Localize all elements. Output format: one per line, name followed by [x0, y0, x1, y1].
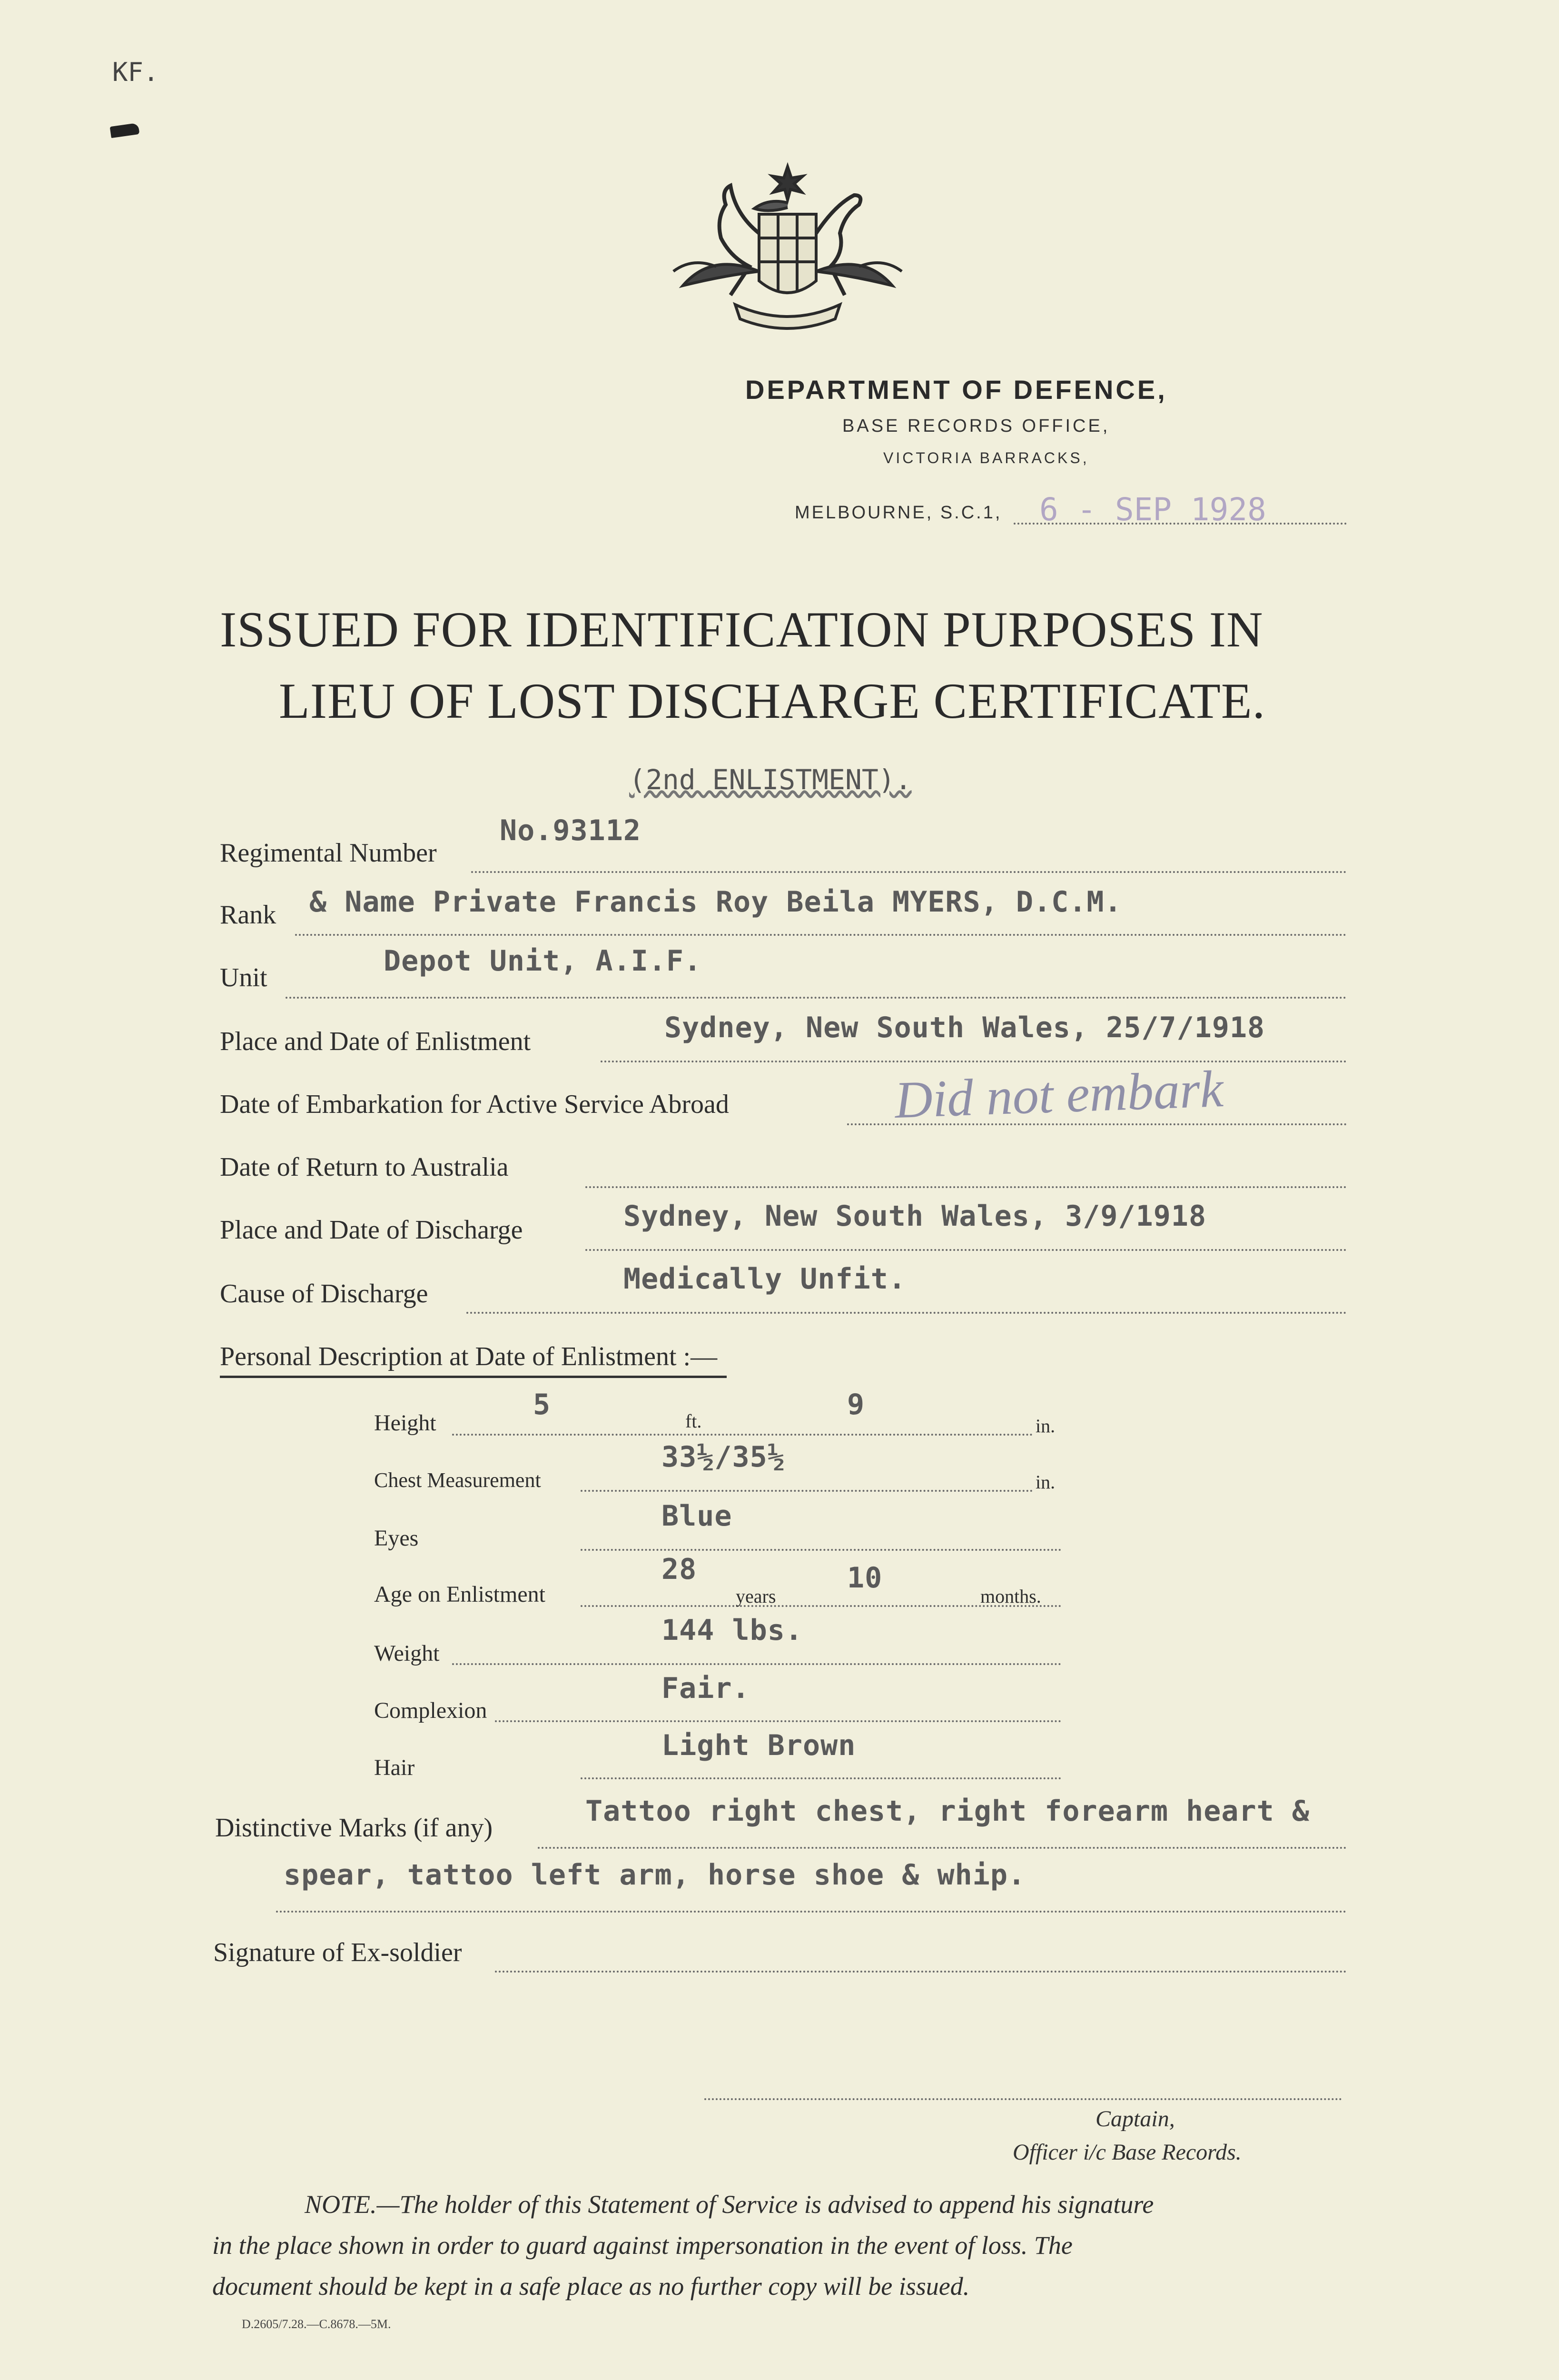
weight-label: Weight	[374, 1641, 440, 1666]
city-heading: MELBOURNE, S.C.1,	[795, 503, 1002, 523]
discharge-label: Place and Date of Discharge	[220, 1215, 523, 1245]
barracks-heading: VICTORIA BARRACKS,	[883, 449, 1089, 466]
hair-line	[581, 1777, 1061, 1779]
eyes-line	[581, 1549, 1061, 1551]
cause-value: Medically Unfit.	[623, 1262, 906, 1296]
rank-line	[295, 934, 1347, 936]
personal-heading: Personal Description at Date of Enlistment :—	[220, 1341, 727, 1378]
note-line-1: NOTE.—The holder of this Statement of Service is advised to append his signature	[305, 2190, 1154, 2219]
age-label: Age on Enlistment	[374, 1582, 545, 1607]
note-line-3: document should be kept in a safe place as no further copy will be issued.	[212, 2272, 970, 2301]
date-stamp: 6 - SEP 1928	[1039, 491, 1266, 528]
note-line-2: in the place shown in order to guard against impersonation in the event of loss. The	[212, 2231, 1073, 2260]
chest-value: 33½/35½	[661, 1440, 785, 1474]
distinctive-marks-line-2	[276, 1911, 1347, 1913]
officer-role: Officer i/c Base Records.	[1013, 2140, 1242, 2165]
rank-label: Rank	[220, 900, 276, 930]
unit-label: Unit	[220, 963, 267, 992]
distinctive-marks-value-2: spear, tattoo left arm, horse shoe & whip.	[284, 1858, 1026, 1892]
distinctive-marks-value-1: Tattoo right chest, right forearm heart &	[585, 1795, 1310, 1828]
age-months-value: 10	[847, 1561, 883, 1595]
title-line-2: LIEU OF LOST DISCHARGE CERTIFICATE.	[279, 673, 1266, 729]
regimental-number-value: No.93112	[500, 814, 641, 847]
cause-line	[466, 1312, 1347, 1314]
return-label: Date of Return to Australia	[220, 1152, 509, 1182]
unit-value: Depot Unit, A.I.F.	[384, 944, 702, 978]
age-months-label: months.	[980, 1586, 1041, 1607]
chest-label: Chest Measurement	[374, 1468, 541, 1492]
weight-value: 144 lbs.	[661, 1614, 803, 1647]
enlistment-place-date-value: Sydney, New South Wales, 25/7/1918	[664, 1011, 1265, 1044]
height-ft-label: ft.	[685, 1410, 702, 1432]
age-years-label: years	[736, 1586, 776, 1607]
embarkation-label: Date of Embarkation for Active Service Abroad	[220, 1090, 729, 1119]
title-line-1: ISSUED FOR IDENTIFICATION PURPOSES IN	[220, 602, 1263, 657]
discharge-value: Sydney, New South Wales, 3/9/1918	[623, 1200, 1207, 1233]
officer-signature-line	[704, 2098, 1342, 2100]
age-years-value: 28	[661, 1553, 697, 1586]
distinctive-marks-line-1	[538, 1847, 1347, 1849]
height-ft-value: 5	[533, 1388, 551, 1421]
chest-unit: in.	[1036, 1471, 1056, 1493]
signature-line	[495, 1971, 1347, 1973]
discharge-line	[585, 1249, 1347, 1251]
enlistment-place-date-line	[601, 1061, 1347, 1062]
print-code: D.2605/7.28.—C.8678.—5M.	[242, 2317, 391, 2331]
distinctive-marks-label: Distinctive Marks (if any)	[215, 1813, 493, 1843]
officer-title: Captain,	[1095, 2106, 1175, 2132]
coat-of-arms-emblem	[664, 162, 911, 343]
corner-initials: KF.	[112, 57, 159, 87]
signature-label: Signature of Ex-soldier	[213, 1938, 462, 1967]
chest-line	[581, 1490, 1033, 1492]
height-label: Height	[374, 1410, 436, 1436]
height-in-value: 9	[847, 1388, 865, 1421]
height-in-label: in.	[1036, 1415, 1056, 1437]
enlistment-place-date-label: Place and Date of Enlistment	[220, 1027, 531, 1056]
department-heading: DEPARTMENT OF DEFENCE,	[745, 375, 1167, 405]
regimental-number-line	[471, 871, 1347, 873]
eyes-value: Blue	[661, 1499, 732, 1533]
embarkation-handwritten-value: Did not embark	[894, 1059, 1224, 1130]
rank-value: & Name Private Francis Roy Beila MYERS, D.C.M.	[309, 885, 1122, 919]
height-line	[452, 1434, 1033, 1436]
complexion-line	[495, 1720, 1061, 1722]
office-heading: BASE RECORDS OFFICE,	[842, 416, 1110, 436]
hair-value: Light Brown	[661, 1729, 856, 1762]
complexion-value: Fair.	[661, 1672, 750, 1705]
enlistment-note: (2nd ENLISTMENT).	[629, 764, 912, 796]
regimental-number-label: Regimental Number	[220, 838, 437, 868]
cause-label: Cause of Discharge	[220, 1279, 428, 1309]
unit-line	[286, 997, 1347, 999]
return-line	[585, 1186, 1347, 1188]
weight-line	[452, 1663, 1061, 1665]
corner-ink-mark	[110, 123, 140, 138]
eyes-label: Eyes	[374, 1526, 419, 1551]
hair-label: Hair	[374, 1755, 415, 1780]
complexion-label: Complexion	[374, 1698, 487, 1723]
